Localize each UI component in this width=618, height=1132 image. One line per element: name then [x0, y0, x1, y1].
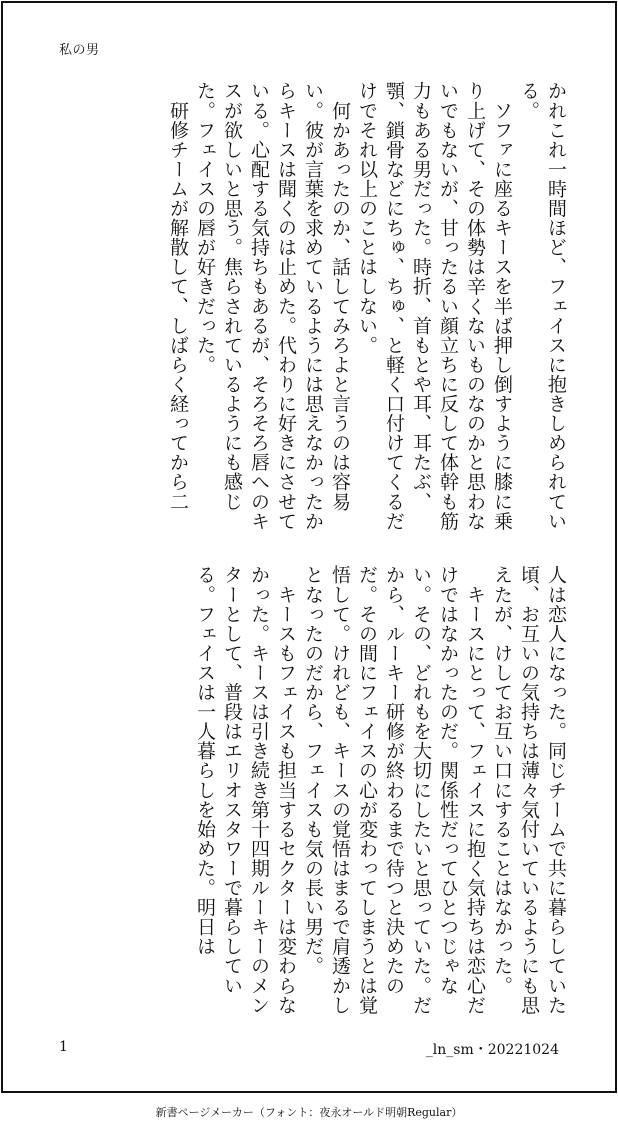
- page-number: 1: [59, 1039, 68, 1055]
- paragraph: かれこれ一時間ほど、フェイスに抱きしめられている。: [518, 81, 567, 531]
- generator-caption: 新書ページメーカー（フォント：夜永オールド明朝Regular）: [155, 1106, 463, 1119]
- author-credit: _ln_sm・20221024: [425, 1042, 559, 1058]
- paragraph: ソファに座るキースを半ば押し倒すように膝に乗り上げて、その体勢は辛くないものなのかと思わないでもないが、甘ったるい顔立ちに反して体幹も筋力もある男だった。時折、首もとや耳、耳たぶ、顎、鎖骨などにちゅ、ちゅ、と軽く口付けてくるだけでそれ以上のことはしない。: [356, 81, 513, 531]
- text-block-lower: [49, 565, 569, 1019]
- paragraph: 人は恋人になった。同じチームで共に暮らしていた頃、お互いの気持ちは薄々気付いているようにも思えたが、けしてお互い口にすることはなかった。: [491, 565, 567, 1015]
- paragraph: 何かあったのか、話してみろよと言うのは容易い。彼が言葉を求めているようには思えなかったからキースは聞くのは止めた。代わりに好きにさせている。心配する気持ちもあるが、そろそろ唇へのキスが欲しいと思う。焦らされているようにも感じた。フェイスの唇が好きだった。: [194, 81, 351, 531]
- text-block-upper: [49, 81, 569, 533]
- paragraph: キースにとって、フェイスに抱く気持ちは恋心だけではなかったのだ。関係性だってひとつじゃない。その、どれもを大切にしたいと思っていた。だから、ルーキー研修が終わるまで待つと決めたのだ。その間にフェイスの心が変わってしまうとは覚悟して。けれども、キースの覚悟はまるで肩透かしとなったのだから、フェイスも気の長い男だ。: [302, 565, 486, 1015]
- page-title: 私の男: [59, 43, 100, 58]
- paragraph: キースもフェイスも担当するセクターは変わらなかった。キースは引き続き第十四期ルーキーのメンターとして、普段はエリオスタワーで暮らしている。フェイスは一人暮らしを始めた。明日は: [194, 565, 297, 1015]
- page-frame: [1, 1, 617, 1093]
- paragraph: 研修チームが解散して、しばらく経ってから二: [167, 81, 189, 512]
